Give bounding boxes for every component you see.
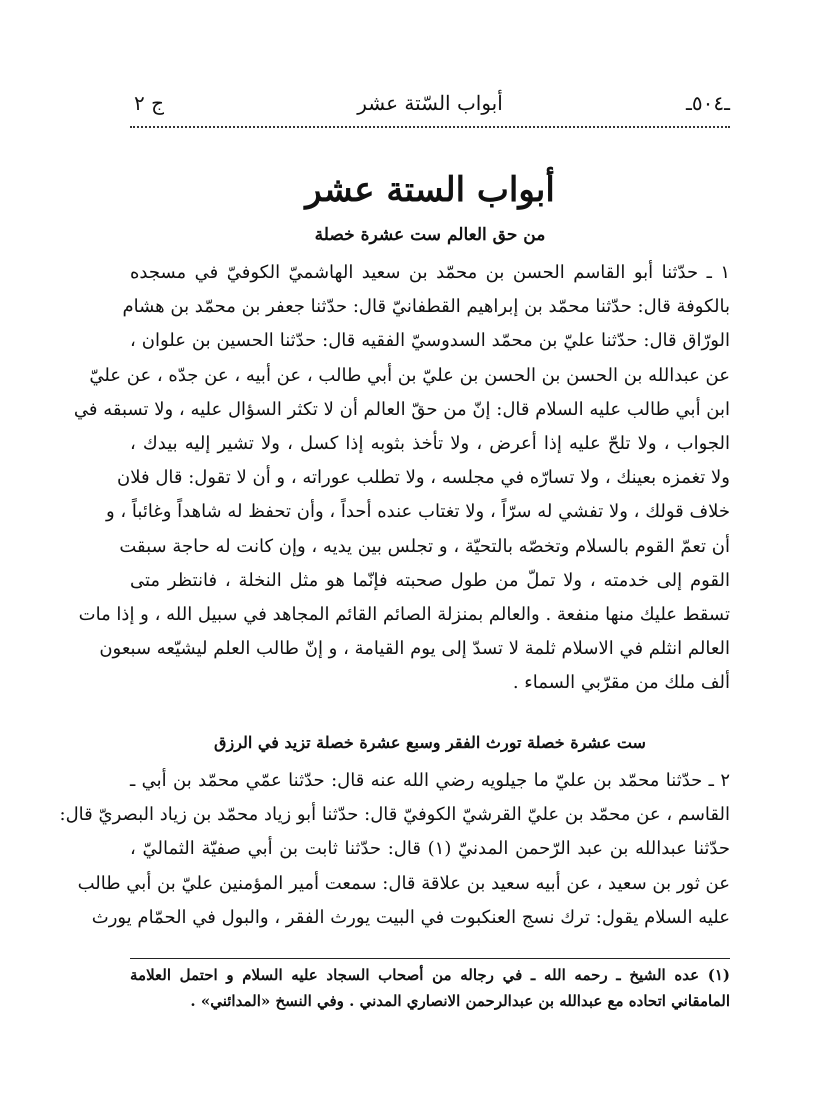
text-line: ولا تغمزه بعينك ، ولا تسارّه في مجلسه ، ولا تطلب عوراته ، و أن لا تقول: قال فلان bbox=[117, 467, 730, 489]
footnote-line: المامقاني اتحاده مع عبدالله بن عبدالرحمن الانصاري المدني . وفي النسخ «المدائني» . bbox=[190, 992, 730, 1010]
text-line: القاسم ، عن محمّد بن عليّ القرشيّ الكوفيّ قال: حدّثنا أبو زياد محمّد بن زياد البصريّ قال: bbox=[59, 804, 730, 826]
text-line: العالم انثلم في الاسلام ثلمة لا تسدّ إلى يوم القيامة ، و إنّ طالب العلم ليشيّعه سبعون bbox=[99, 638, 730, 660]
text-line: أن تعمّ القوم بالسلام وتخصّه بالتحيّة ، و تجلس بين يديه ، وإن كانت له حاجة سبقت bbox=[119, 535, 730, 557]
text-line: عن ثور بن سعيد ، عن أبيه سعيد بن علاقة قال: سمعت أمير المؤمنين عليّ بن أبي طالب bbox=[77, 872, 730, 894]
running-header bbox=[130, 88, 730, 122]
text-line: ابن أبي طالب عليه السلام قال: إنّ من حقّ العالم أن لا تكثر السؤال عليه ، ولا تسبقه في bbox=[73, 398, 730, 420]
text-line: تسقط عليك منها منفعة . والعالم بمنزلة الصائم القائم المجاهد في سبيل الله ، و إذا مات bbox=[78, 603, 730, 625]
section-subtitle: من حق العالم ست عشرة خصلة bbox=[314, 225, 546, 245]
header-divider bbox=[130, 126, 730, 128]
text-line: ٢ ـ حدّثنا محمّد بن عليّ ما جيلويه رضي الله عنه قال: حدّثنا عمّي محمّد بن أبي ـ bbox=[130, 770, 730, 791]
page-number: ـ٥٠٤ـ bbox=[686, 91, 730, 115]
text-line: خلاف قولك ، ولا تفشي له سرّاً ، ولا تغتاب عنده أحداً ، وأن تحفظ له شاهداً وغائباً ، و bbox=[105, 501, 730, 523]
chapter-subheading: ست عشرة خصلة تورث الفقر وسبع عشرة خصلة تزيد في الرزق bbox=[214, 733, 646, 752]
running-title: أبواب السّتة عشر bbox=[357, 91, 503, 115]
text-line: الجواب ، ولا تلحّ عليه إذا أعرض ، ولا تأخذ بثوبه إذا كسل ، ولا تشير إليه بيدك ، bbox=[130, 432, 730, 454]
text-line: بالكوفة قال: حدّثنا محمّد بن إبراهيم القطفانيّ قال: حدّثنا جعفر بن محمّد بن هشام bbox=[122, 296, 730, 318]
footnote bbox=[130, 962, 730, 1014]
text-line: عليه السلام يقول: ترك نسج العنكبوت في البيت يورث الفقر ، والبول في الحمّام يورث bbox=[91, 906, 730, 928]
text-line: عن عبدالله بن الحسن بن الحسن بن عليّ بن أبي طالب ، عن أبيه ، عن جدّه ، عن عليّ bbox=[89, 364, 730, 386]
footnote-line: (١) عده الشيخ ـ رحمه الله ـ في رجاله من أصحاب السجاد عليه السلام و احتمل العلامة bbox=[130, 966, 730, 984]
hadith-1 bbox=[73, 256, 730, 700]
volume-label: ج ٢ bbox=[134, 91, 165, 115]
text-line: القوم إلى خدمته ، ولا تملّ من طول صحبته فإنّما هو مثل النخلة ، فانتظر متى bbox=[130, 569, 730, 591]
text-line: ١ ـ حدّثنا أبو القاسم الحسن بن محمّد بن سعيد الهاشميّ الكوفيّ في مسجده bbox=[130, 262, 730, 283]
footnote-divider bbox=[130, 958, 730, 959]
text-line: ألف ملك من مقرّبي السماء . bbox=[512, 672, 730, 694]
text-line: حدّثنا عبدالله بن عبد الرّحمن المدنيّ (١) قال: حدّثنا ثابت بن أبي صفيّة الثماليّ ، bbox=[130, 838, 730, 860]
section-title: أبواب الستة عشر bbox=[305, 170, 555, 210]
hadith-2 bbox=[59, 764, 730, 935]
text-line: الورّاق قال: حدّثنا عليّ بن محمّد السدوسيّ الفقيه قال: حدّثنا الحسين بن علوان ، bbox=[130, 330, 730, 352]
